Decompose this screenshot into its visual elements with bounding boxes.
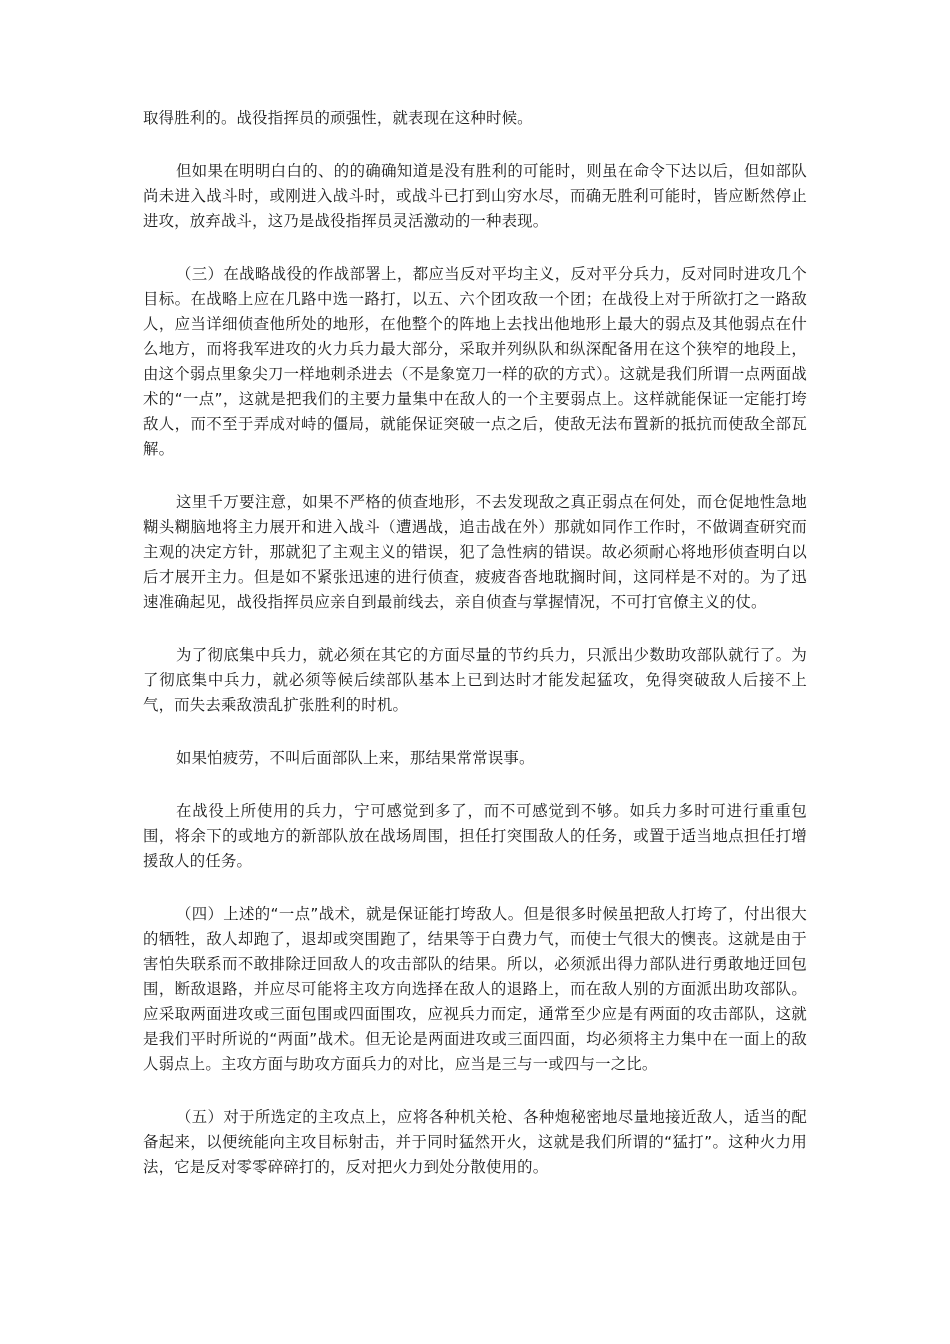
paragraph-6: 如果怕疲劳，不叫后面部队上来，那结果常常误事。 <box>176 749 535 767</box>
document-body <box>143 106 807 1180</box>
paragraph-3: （三）在战略战役的作战部署上，都应当反对平均主义，反对平分兵力，反对同时进攻几个目标。在战略上应在几路中选一路打，以五、六个团攻敌一个团；在战役上对于所欲打之一路敌人，应当详细侦查他所处的地形，在他整个的阵地上去找出他地形上最大的弱点及其他弱点在什么地方，而将我军进攻的火力兵力最大部分，采取并列纵队和纵深配备用在这个狭窄的地段上，由这个弱点里象尖刀一样地刺杀进去（不是象宽刀一样的砍的方式）。这就是我们所谓一点两面战术的“一点”，这就是把我们的主要力量集中在敌人的一个主要弱点上。这样就能保证一定能打垮敌人，而不至于弄成对峙的僵局，就能保证突破一点之后，使敌无法布置新的抵抗而使敌全部瓦解。 <box>143 265 807 458</box>
paragraph-5: 为了彻底集中兵力，就必须在其它的方面尽量的节约兵力，只派出少数助攻部队就行了。为了彻底集中兵力，就必须等候后续部队基本上已到达时才能发起猛攻，免得突破敌人后接不上气，而失去乘敌溃乱扩张胜利的时机。 <box>143 646 807 714</box>
paragraph-2: 但如果在明明白白的、的的确确知道是没有胜利的可能时，则虽在命令下达以后，但如部队尚未进入战斗时，或刚进入战斗时，或战斗已打到山穷水尽，而确无胜利可能时，皆应断然停止进攻，放弃战斗，这乃是战役指挥员灵活激动的一种表现。 <box>143 162 807 230</box>
paragraph-7: 在战役上所使用的兵力，宁可感觉到多了，而不可感觉到不够。如兵力多时可进行重重包围，将余下的或地方的新部队放在战场周围，担任打突围敌人的任务，或置于适当地点担任打增援敌人的任务。 <box>143 802 807 870</box>
paragraph-9: （五）对于所选定的主攻点上，应将各种机关枪、各种炮秘密地尽量地接近敌人，适当的配备起来，以便统能向主攻目标射击，并于同时猛然开火，这就是我们所谓的“猛打”。这种火力用法，它是反对零零碎碎打的，反对把火力到处分散使用的。 <box>143 1108 807 1176</box>
paragraph-1: 取得胜利的。战役指挥员的顽强性，就表现在这种时候。 <box>143 109 533 127</box>
paragraph-8: （四）上述的“一点”战术，就是保证能打垮敌人。但是很多时候虽把敌人打垮了，付出很大的牺牲，敌人却跑了，退却或突围跑了，结果等于白费力气，而使士气很大的懊丧。这就是由于害怕失联系而不敢排除迂回敌人的攻击部队的结果。所以，必须派出得力部队进行勇敢地迂回包围，断敌退路，并应尽可能将主攻方向选择在敌人的退路上，而在敌人别的方面派出助攻部队。应采取两面进攻或三面包围或四面围攻，应视兵力而定，通常至少应是有两面的攻击部队，这就是我们平时所说的“两面”战术。但无论是两面进攻或三面四面，均必须将主力集中在一面上的敌人弱点上。主攻方面与助攻方面兵力的对比，应当是三与一或四与一之比。 <box>143 905 807 1073</box>
paragraph-4: 这里千万要注意，如果不严格的侦查地形，不去发现敌之真正弱点在何处，而仓促地性急地糊头糊脑地将主力展开和进入战斗（遭遇战，追击战在外）那就如同作工作时，不做调查研究而主观的决定方针，那就犯了主观主义的错误，犯了急性病的错误。故必须耐心将地形侦查明白以后才展开主力。但是如不紧张迅速的进行侦查，疲疲沓沓地耽搁时间，这同样是不对的。为了迅速准确起见，战役指挥员应亲自到最前线去，亲自侦查与掌握情况，不可打官僚主义的仗。 <box>143 493 807 611</box>
